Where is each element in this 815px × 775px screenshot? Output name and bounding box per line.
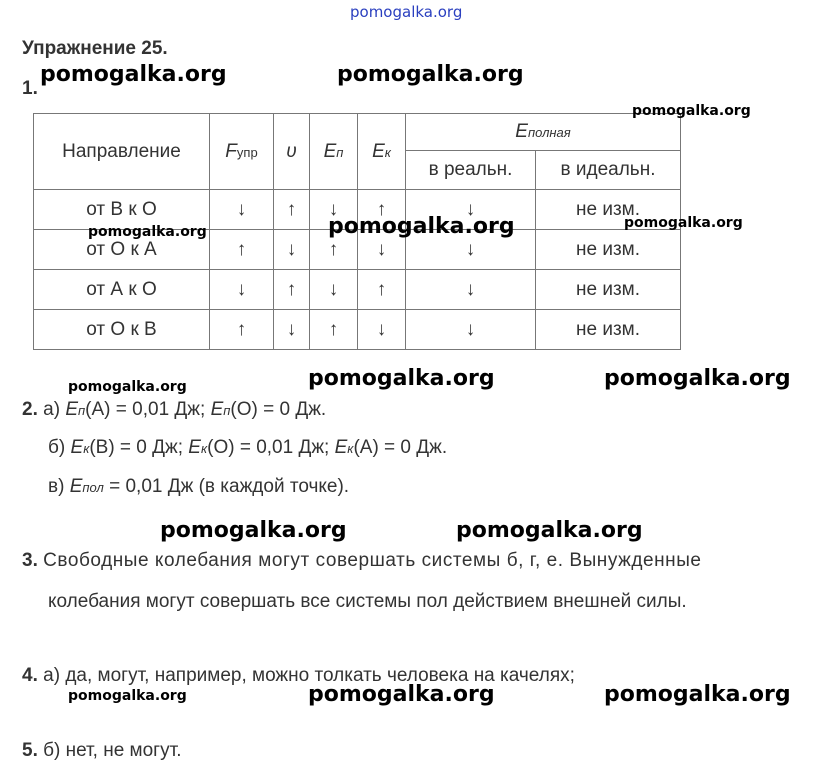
item-2-b-e3: E	[334, 437, 348, 458]
watermark: pomogalka.org	[604, 366, 791, 391]
item-2-a-label: а)	[43, 399, 61, 420]
item-2-a-e2: E	[210, 399, 224, 420]
cell-kinetic: ↑	[358, 190, 406, 230]
watermark: pomogalka.org	[160, 518, 347, 543]
cell-force: ↓	[210, 190, 274, 230]
item-2-line-b	[48, 437, 447, 459]
cell-ideal: не изм.	[536, 270, 681, 310]
cell-ideal: не изм.	[536, 230, 681, 270]
cell-real: ↓	[406, 270, 536, 310]
watermark: pomogalka.org	[604, 682, 791, 707]
cell-velocity: ↑	[274, 270, 310, 310]
item-2-b-e1: E	[70, 437, 84, 458]
exercise-title: Упражнение 25.	[22, 38, 168, 59]
cell-real: ↓	[406, 190, 536, 230]
header-real: в реальн.	[406, 151, 536, 190]
watermark-top: pomogalka.org	[350, 3, 463, 21]
header-potential	[310, 114, 358, 190]
item-5-number: 5.	[22, 740, 38, 761]
item-2-a-e1: E	[65, 399, 79, 420]
watermark: pomogalka.org	[308, 682, 495, 707]
item-2-b-e1-text: (В) = 0 Дж;	[89, 437, 184, 458]
cell-ideal: не изм.	[536, 190, 681, 230]
table-header-row	[34, 114, 681, 151]
header-force-sub: упр	[236, 144, 258, 160]
cell-direction: от В к О	[34, 190, 210, 230]
item-2-b-e3-sub: к	[347, 441, 354, 456]
cell-kinetic: ↓	[358, 230, 406, 270]
item-2-b-e2-sub: к	[200, 441, 208, 456]
cell-direction: от А к О	[34, 270, 210, 310]
cell-potential: ↓	[310, 190, 358, 230]
item-2-a-e2-sub: п	[223, 403, 231, 418]
header-velocity-symbol: υ	[286, 140, 297, 162]
item-2-a-e2-text: (О) = 0 Дж.	[230, 399, 327, 420]
cell-potential: ↑	[310, 310, 358, 350]
item-2-c-text: = 0,01 Дж (в каждой точке).	[109, 476, 350, 497]
header-kinetic-symbol: E	[372, 140, 385, 162]
table-row	[34, 270, 681, 310]
watermark: pomogalka.org	[308, 366, 495, 391]
header-total-sub: полная	[527, 125, 571, 140]
item-2-b-e1-sub: к	[83, 441, 90, 456]
item-2-c-e-sub: пол	[82, 480, 104, 495]
item-3-text-2: колебания могут совершать все системы пол действием внешней силы.	[48, 591, 687, 612]
item-2-c-e: E	[69, 476, 83, 497]
watermark: pomogalka.org	[68, 379, 187, 395]
cell-potential: ↑	[310, 230, 358, 270]
item-5-text: б) нет, не могут.	[43, 740, 182, 761]
header-force	[210, 114, 274, 190]
header-velocity	[274, 114, 310, 190]
cell-real: ↓	[406, 230, 536, 270]
header-potential-symbol: E	[323, 140, 337, 162]
item-2-number: 2.	[22, 399, 38, 420]
cell-velocity: ↓	[274, 230, 310, 270]
header-ideal: в идеальн.	[536, 151, 681, 190]
cell-kinetic: ↑	[358, 270, 406, 310]
cell-force: ↑	[210, 230, 274, 270]
item-1-number: 1.	[22, 78, 38, 99]
item-2-c-label: в)	[48, 476, 65, 497]
header-total-symbol: E	[515, 121, 528, 142]
header-kinetic	[358, 114, 406, 190]
table-row	[34, 310, 681, 350]
item-2-b-e3-text: (А) = 0 Дж.	[353, 437, 448, 458]
cell-direction: от О к А	[34, 230, 210, 270]
watermark: pomogalka.org	[88, 224, 207, 240]
item-2-b-e2: E	[188, 437, 201, 458]
watermark: pomogalka.org	[456, 518, 643, 543]
watermark: pomogalka.org	[337, 62, 524, 87]
cell-real: ↓	[406, 310, 536, 350]
item-4-text: а) да, могут, например, можно толкать человека на качелях;	[43, 665, 575, 686]
cell-force: ↓	[210, 270, 274, 310]
item-3-line-1	[22, 550, 802, 572]
cell-ideal: не изм.	[536, 310, 681, 350]
cell-direction: от О к В	[34, 310, 210, 350]
cell-velocity: ↓	[274, 310, 310, 350]
watermark: pomogalka.org	[328, 214, 515, 239]
cell-kinetic: ↓	[358, 310, 406, 350]
item-4-number: 4.	[22, 665, 38, 686]
header-potential-sub: п	[336, 144, 344, 160]
item-3-number: 3.	[22, 550, 38, 571]
watermark: pomogalka.org	[40, 62, 227, 87]
header-direction: Направление	[34, 114, 210, 190]
item-2-b-e2-text: (О) = 0,01 Дж;	[207, 437, 330, 458]
watermark: pomogalka.org	[68, 688, 187, 704]
item-2-line-a	[22, 399, 326, 421]
item-2-a-e1-text: (А) = 0,01 Дж;	[85, 399, 206, 420]
header-total-energy	[406, 114, 681, 151]
item-2-a-e1-sub: п	[78, 403, 86, 418]
item-5-line	[22, 740, 181, 762]
cell-velocity: ↑	[274, 190, 310, 230]
watermark: pomogalka.org	[624, 215, 743, 231]
item-3-text-1: Свободные колебания могут совершать системы б, г, е. Вынужденные	[43, 550, 702, 571]
watermark: pomogalka.org	[632, 103, 751, 119]
item-2-b-label: б)	[48, 437, 66, 458]
header-kinetic-sub: к	[384, 144, 391, 160]
cell-potential: ↓	[310, 270, 358, 310]
item-2-line-c	[48, 476, 349, 498]
cell-force: ↑	[210, 310, 274, 350]
header-force-symbol: F	[225, 140, 237, 162]
